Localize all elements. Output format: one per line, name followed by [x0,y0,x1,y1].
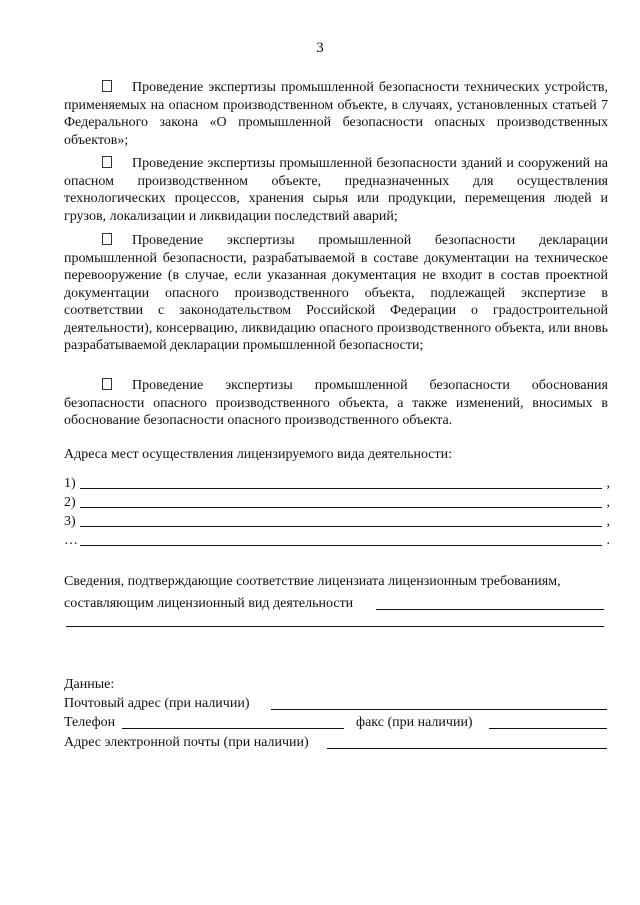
contacts-heading: Данные: [64,677,115,692]
checkbox-empty-icon[interactable] [102,80,112,92]
checkbox-empty-icon[interactable] [102,233,112,245]
address-underline[interactable] [80,526,602,527]
phone-fax-field: Телефон факс (при наличии) [64,714,608,732]
postal-address-underline[interactable] [271,709,607,710]
compliance-underline[interactable] [66,626,604,627]
phone-underline[interactable] [122,728,344,729]
address-line[interactable]: 1) , [64,476,610,491]
postal-address-field: Почтовый адрес (при наличии) [64,695,608,713]
address-line[interactable]: 2) , [64,495,610,510]
compliance-field-continued [64,612,608,630]
compliance-field: составляющим лицензионный вид деятельности [64,595,608,613]
address-underline[interactable] [80,488,602,489]
checkbox-empty-icon[interactable] [102,156,112,168]
checkbox-empty-icon[interactable] [102,378,112,390]
fax-underline[interactable] [489,728,607,729]
list-item: Проведение экспертизы промышленной безопасности технических устройств, применяемых на опасном производственном объекте, в случаях, установленных статьей 7 Федерального закона «О промышленной безопасности опасных производственных объектов»; [64,80,608,148]
address-line[interactable]: 3) , [64,514,610,529]
addresses-heading: Адреса мест осуществления лицензируемого вида деятельности: [64,447,453,462]
page-number: 3 [316,40,324,56]
address-underline[interactable] [80,545,602,546]
list-item: Проведение экспертизы промышленной безопасности декларации промышленной безопасности, разрабатываемой в составе документации на техническое перевооружение (в случае, если указанная документация не входит в состав проектной документации опасного производственного объекта, подлежащей экспертизе в соответствии с законодательством Российской Федерации о градостроительной деятельности), консервацию, ликвидацию опасного производственного объекта, или вновь разрабатываемой декларации промышленной безопасности; [64,233,608,353]
address-line[interactable]: … . [64,533,610,548]
email-field: Адрес электронной почты (при наличии) [64,734,608,752]
list-item: Проведение экспертизы промышленной безопасности обоснования безопасности опасного производственного объекта, а также изменений, вносимых в обоснование безопасности опасного производственного объекта. [64,378,608,428]
compliance-text: Сведения, подтверждающие соответствие лицензиата лицензионным требованиям, [64,574,561,589]
compliance-underline[interactable] [376,609,604,610]
email-underline[interactable] [327,748,607,749]
address-underline[interactable] [80,507,602,508]
list-item: Проведение экспертизы промышленной безопасности зданий и сооружений на опасном производственном объекте, предназначенных для осуществления технологических процессов, хранения сырья или продукции, перемещения людей и грузов, локализации и ликвидации последствий аварий; [64,156,608,224]
